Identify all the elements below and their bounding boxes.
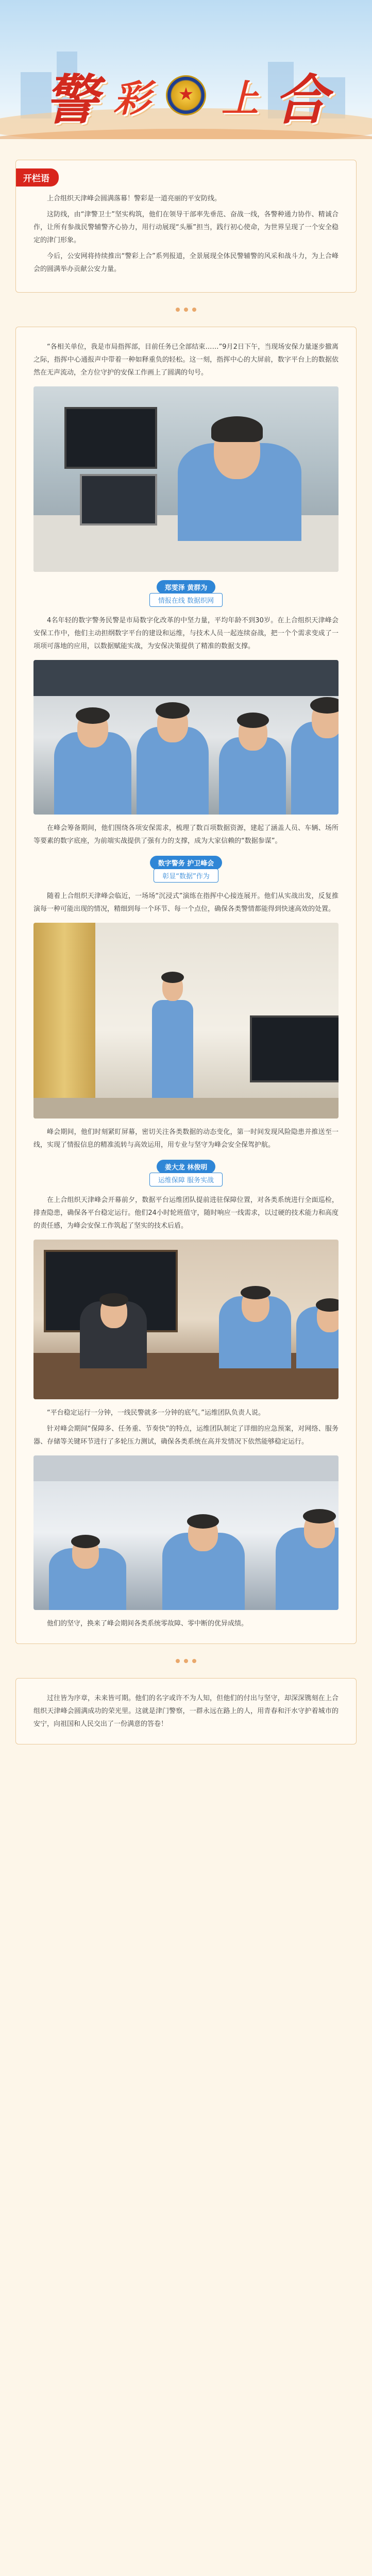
paragraph: 在峰会筹备期间，他们围绕各项安保需求，梳理了数百项数据资源，建起了涵盖人员、车辆、场所等要素的数字底座，为前端实战提供了强有力的支撑，成为大家信赖的“数据参谋”。 [33, 824, 339, 845]
title-char: 上 [222, 76, 259, 120]
photo-presentation-room [33, 923, 339, 1118]
paragraph: 峰会期间，他们时刻紧盯屏幕，密切关注各类数据的动态变化，第一时间发现风险隐患并推送至一线，实现了情报信息的精准流转与高效运用，用专业与坚守为峰会安全保驾护航。 [33, 1128, 339, 1149]
title-char: 警 [44, 68, 98, 131]
column-tag: 开栏语 [16, 168, 59, 187]
paragraph: “各相关单位，我是市局指挥部，目前任务已全部结束……”9月2日下午，当现场安保力量逐步撤离之际，指挥中心通报声中带着一种如释重负的轻松。这一刻，指挥中心的大屏前，数字平台上的数据依然在无声流动，全方位守护的安保工作画上了圆满的句号。 [33, 343, 339, 377]
heading-names: 姜大龙 林俊明 [157, 1160, 216, 1174]
closing-card [15, 1678, 357, 1744]
header-banner [0, 0, 372, 155]
title-char: 彩 [113, 76, 150, 120]
section-heading [33, 580, 339, 607]
article-card [15, 327, 357, 1644]
paragraph: 针对峰会期间“保障多、任务重、节奏快”的特点，运维团队制定了详细的应急预案，对网络、服务器、存储等关键环节进行了多轮压力测试，确保各类系统在高并发情况下依然能够稳定运行。 [33, 1425, 339, 1446]
photo-team-at-screens [33, 660, 339, 815]
paragraph: “平台稳定运行一分钟，一线民警就多一分钟的底气。”运维团队负责人说。 [47, 1409, 265, 1417]
section-heading [33, 856, 339, 883]
paragraph: 上合组织天津峰会圆满落幕！警彩是一道亮丽的平安防线。 [47, 195, 222, 202]
heading-subtitle: 彰显“数据”作为 [154, 869, 218, 883]
divider [0, 302, 372, 317]
paragraph: 这防线，由“津警卫士”坚实构筑，他们在领导干部率先垂范、奋战一线，各警种通力协作、精诚合作，让所有参战民警辅警齐心协力，用行动展现“头雁”担当，践行初心使命，为世界呈现了一个安全稳定的津门形象。 [33, 211, 339, 244]
photo-operations-room [33, 1455, 339, 1610]
heading-subtitle: 运维保障 服务实战 [149, 1173, 223, 1187]
title-char: 合 [274, 68, 328, 131]
paragraph: 今后，公安网将持续推出“警彩上合”系列报道，全景展现全体民警辅警的风采和战斗力，为上合峰会的圆满举办贡献公安力量。 [33, 252, 339, 273]
section-heading [33, 1160, 339, 1187]
paragraph: 在上合组织天津峰会开幕前夕，数据平台运维团队提前进驻保障位置，对各类系统进行全面巡检，排查隐患，确保各平台稳定运行。他们24小时轮班值守，随时响应一线需求，以过硬的技术能力和高度的责任感，为峰会安保工作筑起了坚实的技术后盾。 [33, 1196, 339, 1230]
police-emblem-icon [166, 75, 206, 115]
paragraph: 过往皆为序章，未来皆可期。他们的名字或许不为人知，但他们的付出与坚守，却深深镌刻在上合组织天津峰会圆满成功的荣光里。这就是津门警察，一群永远在路上的人，用青春和汗水守护着城市的安宁，向祖国和人民交出了一份满意的答卷！ [33, 1694, 339, 1728]
opening-card [15, 160, 357, 293]
paragraph: 随着上合组织天津峰会临近，一场场“沉浸式”演练在指挥中心接连展开。他们从实战出发，反复推演每一种可能出现的情况，精细到每一个环节、每一个点位，确保各类警情都能得到快速高效的处置。 [33, 892, 339, 913]
banner-title [0, 57, 372, 134]
heading-names: 郑雯泽 黄群为 [157, 580, 216, 594]
divider [0, 1653, 372, 1669]
heading-names: 数字警务 护卫峰会 [150, 856, 223, 870]
photo-command-center [33, 386, 339, 572]
paragraph: 4名年轻的数字警务民警是市局数字化改革的中坚力量，平均年龄不到30岁。在上合组织天津峰会安保工作中，他们主动担纲数字平台的建设和运维，与技术人员一起连续奋战，把一个个需求变成了一项项可落地的应用，以数据赋能实战，为安保决策提供了精准的数据支撑。 [33, 617, 339, 650]
heading-subtitle: 情报在线 数据织网 [149, 593, 223, 607]
paragraph: 他们的坚守，换来了峰会期间各类系统零故障、零中断的优异成绩。 [47, 1620, 248, 1628]
photo-meeting-room [33, 1240, 339, 1399]
